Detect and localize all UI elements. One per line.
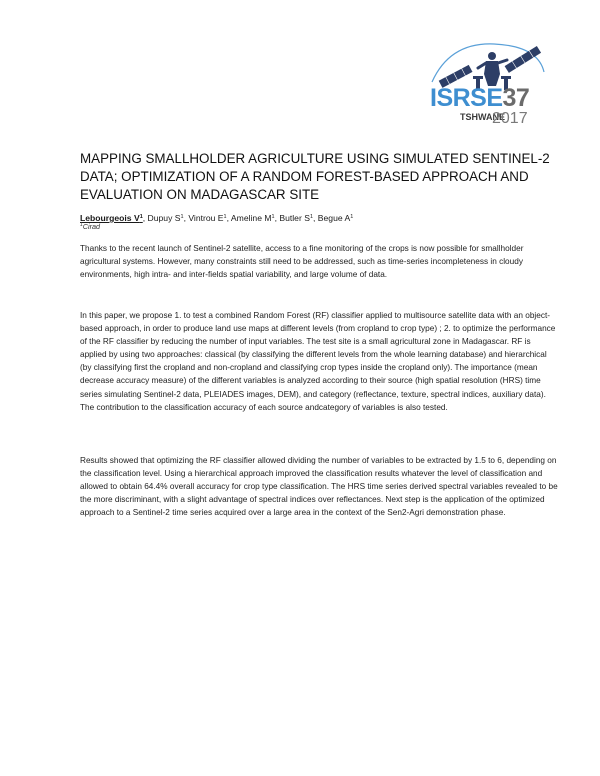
author	[279, 213, 313, 223]
author-name: Dupuy S	[147, 213, 181, 223]
author-name: Begue A	[317, 213, 351, 223]
logo-city: TSHWANE	[460, 112, 505, 122]
abstract-paragraph: In this paper, we propose 1. to test a combined Random Forest (RF) classifier applied to multisource satellite data with an object-based approach, in order to produce land use maps at different levels (from cropland to crop type) ; 2. to optimize the performance of the RF classifier by reducing the number of input variables. The test site is a small agricultural zone in Madagascar. RF is applied by using two approaches: classical (by classifying the different levels from the whole learning database) and hierarchical (by classifying first the cropland and non-cropland and classifying crop types inside the cropland only). The importance (mean decrease accuracy measure) of the different variables is analyzed according to their source (high spatial resolution (HRS) time series simulating Sentinel-2 data, PLEIADES images, DEM), and category (reflectance, texture, spectral indices, auxiliary data). The contribution to the classification accuracy of each source andcategory of variables is also tested.	[80, 311, 556, 412]
abstract-paragraph: Results showed that optimizing the RF classifier allowed dividing the number of variables to be extracted by 1.5 to 6, depending on the classification level. Using a hierarchical approach improved the classification results whatever the level of classification and allowed to obtain 64.4% overall accuracy for crop type classification. The HRS time series derived spectral variables revealed to be the more discriminant, with a slight advantage of spectral indices over reflectances. Next step is the application of the optimized approach to a Sentinel-2 time series acquired over a large area in the context of the Sen2-Agri demonstration phase.	[80, 456, 558, 518]
author-list: Lebourgeois $V^1$, Dupuy $S^1$, Vintrou $E^1$, Ameline $M^1$, Butler $S^1$, Begue $A^1$	[80, 213, 354, 223]
lead-author-name: Lebourgeois V	[80, 213, 140, 223]
logo-year: 2017	[492, 110, 528, 127]
author	[188, 213, 226, 223]
author-affiliation-mark: 1	[180, 214, 184, 220]
affiliation	[80, 222, 100, 231]
author-affiliation-mark: 1	[223, 214, 227, 220]
author-affiliation-mark: 1	[350, 214, 354, 220]
author	[148, 213, 184, 223]
author-name: Butler S	[279, 213, 310, 223]
affiliation-mark: 1	[80, 222, 83, 228]
logo-brand-name: ISRSE	[430, 84, 503, 112]
affiliation-name: Cirad	[82, 222, 100, 231]
lead-author-affiliation-mark: 1	[139, 214, 143, 220]
author	[231, 213, 275, 223]
author-affiliation-mark: 1	[271, 214, 275, 220]
conference-logo	[426, 38, 554, 130]
author-name: Vintrou E	[188, 213, 224, 223]
author	[318, 213, 354, 223]
logo-brand-text	[430, 84, 529, 113]
logo-brand-number: 37	[502, 84, 530, 112]
abstract-paragraph: Thanks to the recent launch of Sentinel-2 satellite, access to a fine monitoring of the crops is now possible for smallholder agricultural systems. However, many constraints still need to be addressed, such as time-series incompleteness in cloudy environments, high intra- and inter-fields spatial variability, and large volume of data.	[80, 244, 524, 280]
author-name: Ameline M	[230, 213, 272, 223]
paper-title: MAPPING SMALLHOLDER AGRICULTURE USING SIMULATED SENTINEL-2 DATA; OPTIMIZATION OF A RANDOM FOREST-BASED APPROACH AND EVALUATION ON MADAGASCAR SITE	[80, 151, 550, 202]
author-affiliation-mark: 1	[309, 214, 313, 220]
